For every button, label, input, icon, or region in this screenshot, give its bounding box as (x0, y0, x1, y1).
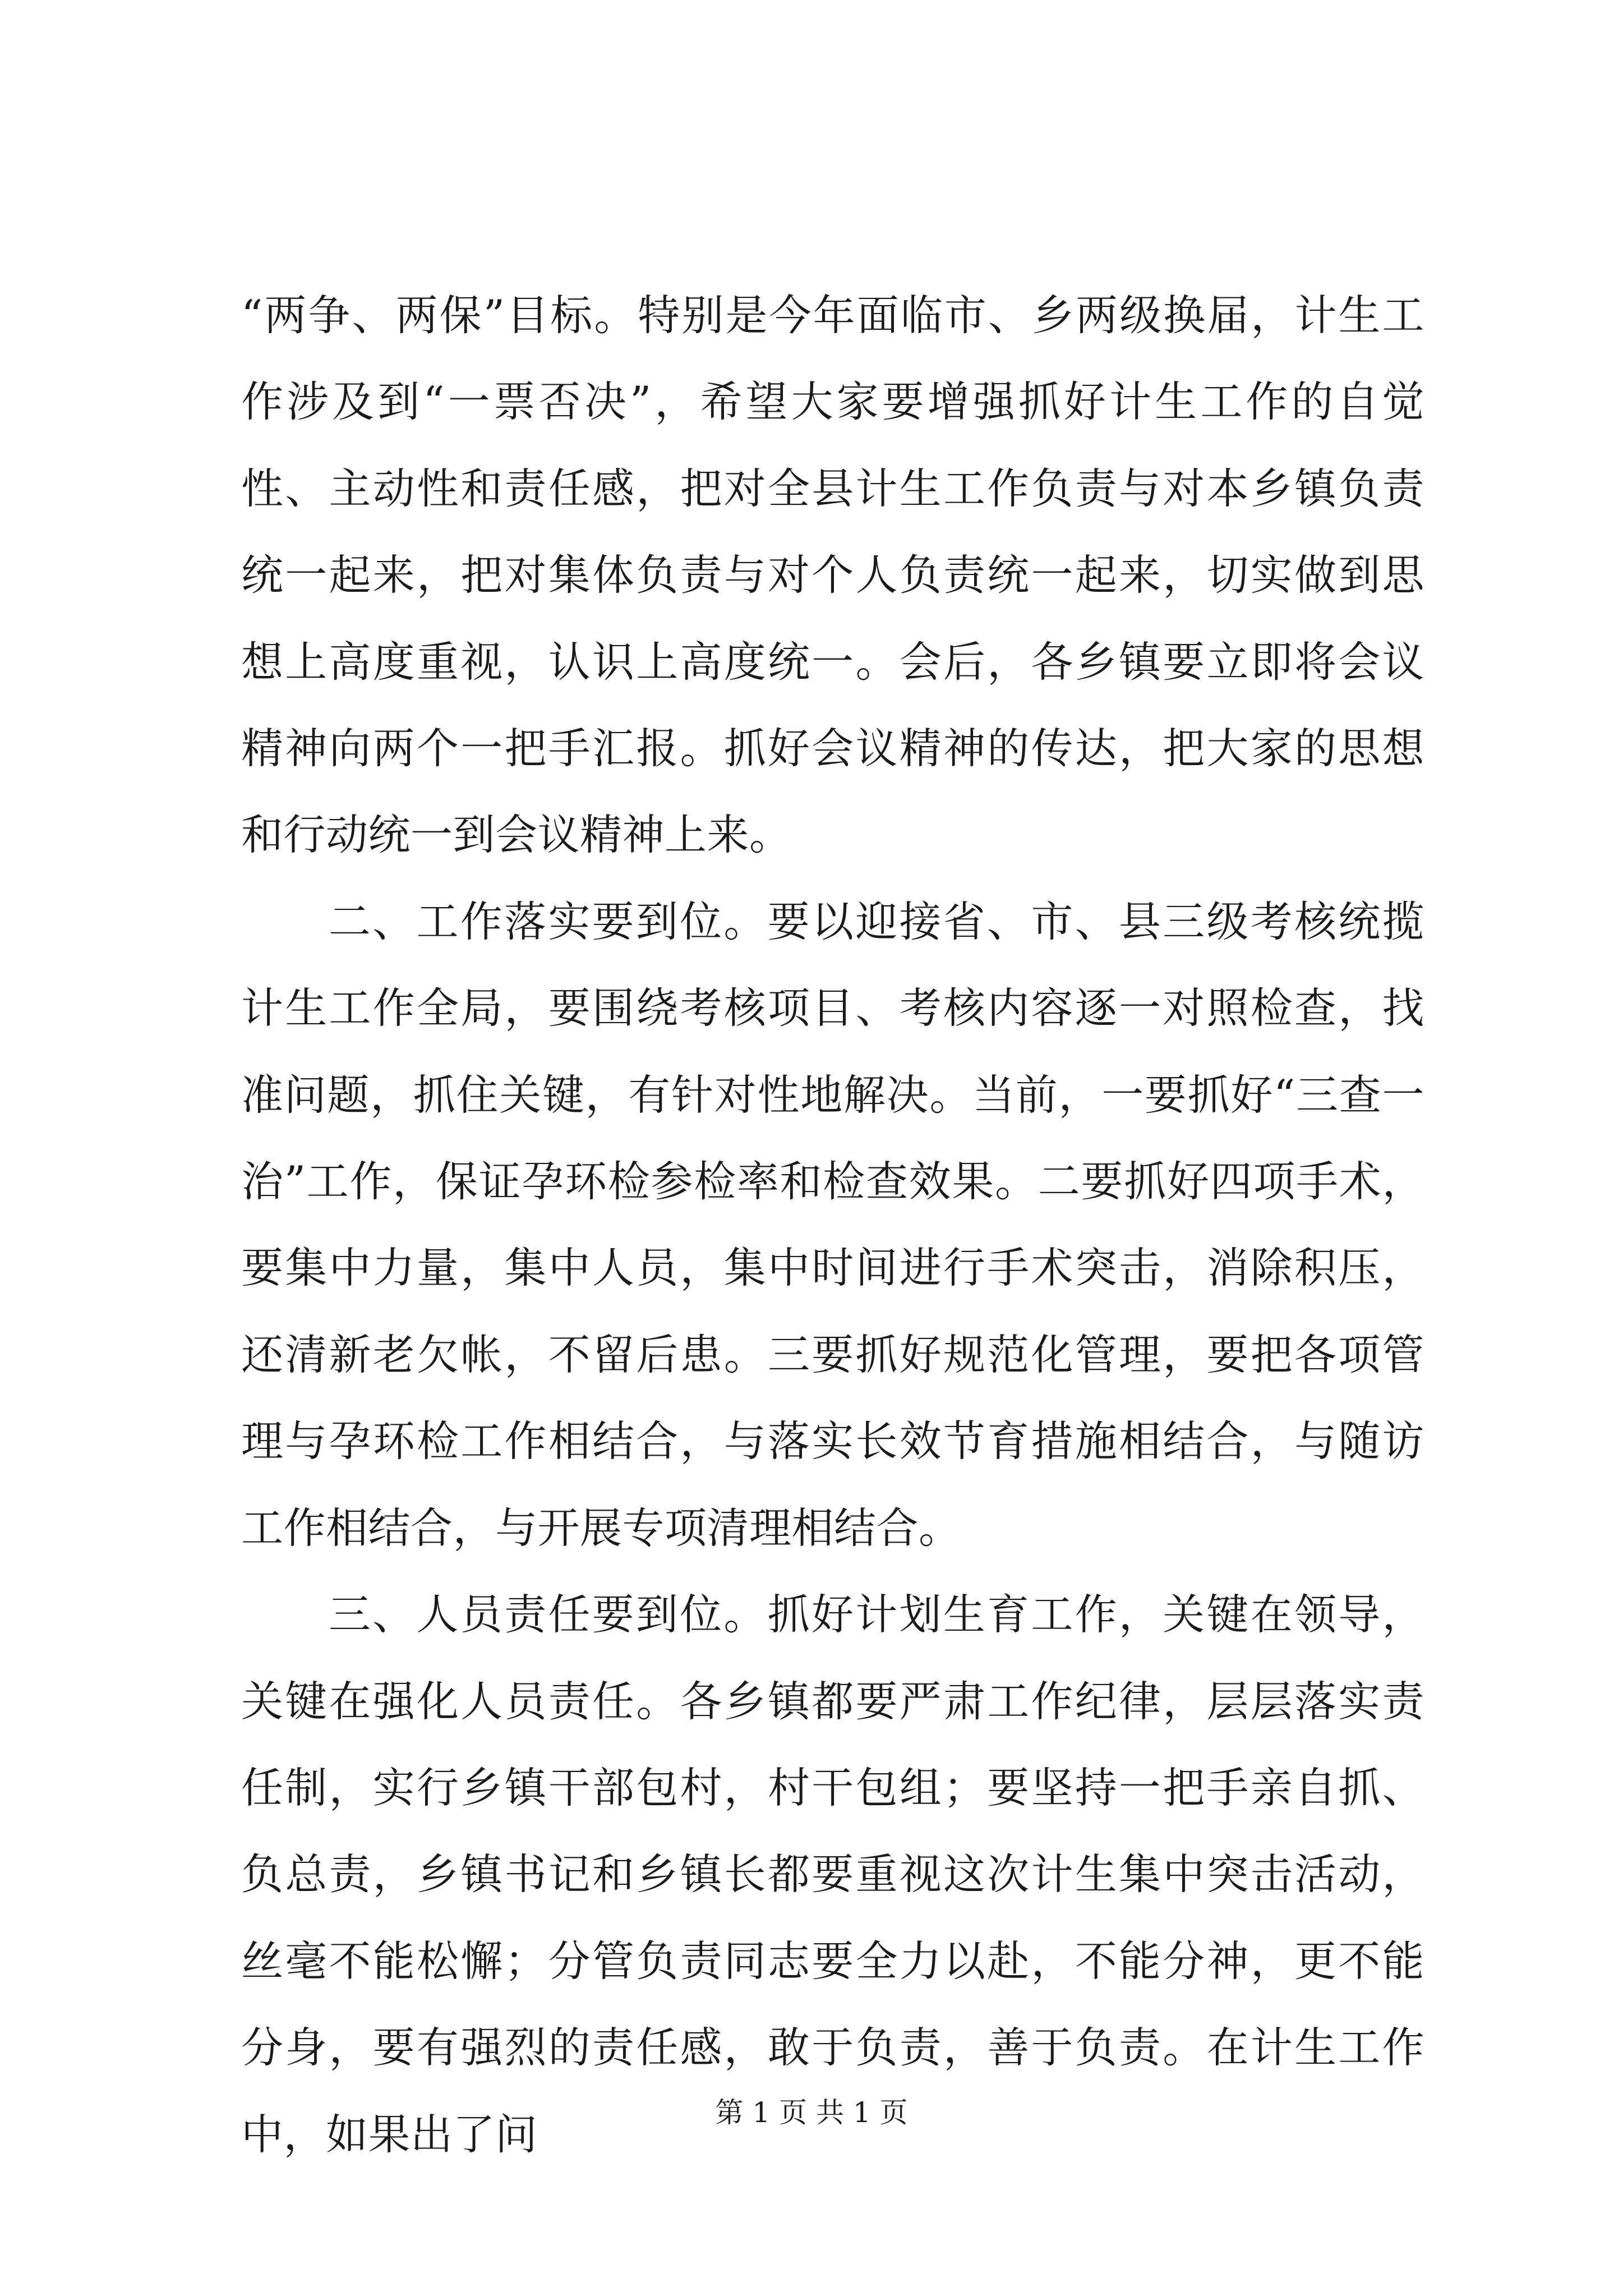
page-footer: 第 1 页 共 1 页 (715, 2096, 908, 2129)
paragraph-continuation: “两争、两保”目标。特别是今年面临市、乡两级换届，计生工作涉及到“一票否决”，希望大家要增强抓好计生工作的自觉性、主动性和责任感，把对全县计生工作负责与对本乡镇负责统一起来，把对集体负责与对个人负责统一起来，切实做到思想上高度重视，认识上高度统一。会后，各乡镇要立即将会议精神向两个一把手汇报。抓好会议精神的传达，把大家的思想和行动统一到会议精神上来。 (241, 291, 1424, 860)
body-text (241, 272, 1424, 2178)
paragraph-section-2: 二、工作落实要到位。要以迎接省、市、县三级考核统揽计生工作全局，要围绕考核项目、考核内容逐一对照检查，找准问题，抓住关键，有针对性地解决。当前，一要抓好“三查一治”工作，保证孕环检参检率和检查效果。二要抓好四项手术，要集中力量，集中人员，集中时间进行手术突击，消除积压，还清新老欠帐，不留后患。三要抓好规范化管理，要把各项管理与孕环检工作相结合，与落实长效节育措施相结合，与随访工作相结合，与开展专项清理相结合。 (241, 896, 1424, 1553)
paragraph-section-3: 三、人员责任要到位。抓好计划生育工作，关键在领导，关键在强化人员责任。各乡镇都要严肃工作纪律，层层落实责任制，实行乡镇干部包村，村干包组；要坚持一把手亲自抓、负总责，乡镇书记和乡镇长都要重视这次计生集中突击活动，丝毫不能松懈；分管负责同志要全力以赴，不能分神，更不能分身，要有强烈的责任感，敢于负责，善于负责。在计生工作中，如果出了问 (241, 1590, 1424, 2159)
